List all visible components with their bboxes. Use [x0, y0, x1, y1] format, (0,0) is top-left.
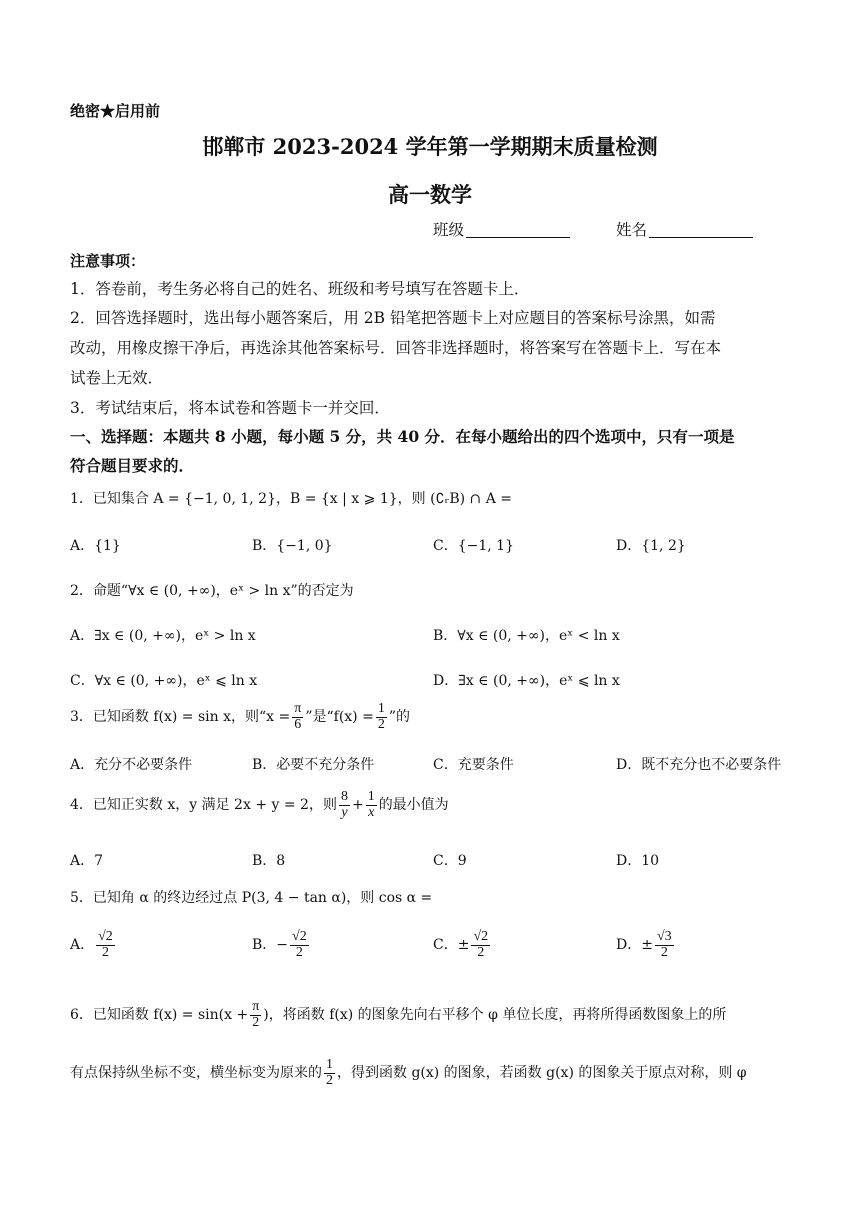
question-3-option-a: A．充分不必要条件	[70, 757, 193, 773]
q5-a-den: 2	[101, 944, 109, 960]
question-4-stem	[70, 790, 449, 820]
fraction-sqrt2-over-2	[96, 930, 115, 960]
q4-frac1-den: y	[341, 804, 348, 820]
notice-item-3: 3．考试结束后，将本试卷和答题卡一并交回．	[70, 399, 390, 417]
q5-c-label: C．±	[433, 937, 470, 954]
q5-b-num: √2	[292, 929, 307, 944]
question-5-stem: 5．已知角 α 的终边经过点 P(3, 4 − tan α)，则 cos α =	[70, 890, 433, 906]
fraction-pi-over-6	[292, 702, 303, 732]
question-3-stem	[70, 702, 410, 732]
question-3-option-b: B．必要不充分条件	[252, 757, 375, 773]
fraction-pi-over-2	[250, 1000, 261, 1030]
q6-frac-num: π	[252, 999, 260, 1014]
q5-c-den: 2	[477, 944, 485, 960]
q3-frac1-num: π	[294, 701, 302, 716]
q6-text-2: )，将函数 f(x) 的图象先向右平移个 φ 单位长度，再将所得函数图象上的所	[263, 1007, 727, 1024]
q5-b-den: 2	[295, 944, 303, 960]
question-2-stem: 2．命题“∀x ∈ (0, +∞)，eˣ > ln x”的否定为	[70, 583, 354, 599]
fraction-1-over-x	[366, 790, 377, 820]
q5-b-label: B．−	[252, 937, 289, 954]
question-4-option-b: B．8	[252, 853, 286, 869]
q3-text-1: 3．已知函数 f(x) = sin x，则“x =	[70, 709, 291, 726]
q5-d-den: 2	[660, 944, 668, 960]
question-4-option-a: A．7	[70, 853, 104, 869]
subject-title: 高一数学	[388, 182, 472, 207]
q6-frac2-num: 1	[326, 1057, 333, 1072]
name-label: 姓名	[616, 221, 648, 239]
q4-plus: +	[351, 797, 364, 814]
q3-frac1-den: 6	[294, 716, 302, 732]
class-field	[433, 218, 570, 240]
q5-c-num: √2	[473, 929, 489, 944]
question-3-option-d: D．既不充分也不必要条件	[616, 757, 782, 773]
q4-text-2: 的最小值为	[378, 797, 449, 814]
q4-frac1-num: 8	[340, 789, 348, 804]
secret-label: 绝密★启用前	[70, 102, 161, 120]
question-2-option-b: B．∀x ∈ (0, +∞)，eˣ < ln x	[433, 628, 620, 644]
question-5-option-d	[616, 930, 676, 960]
question-2-option-a: A．∃x ∈ (0, +∞)，eˣ > ln x	[70, 628, 256, 644]
q6-text-1: 6．已知函数 f(x) = sin(x +	[70, 1007, 249, 1024]
notice-heading: 注意事项：	[70, 252, 146, 270]
fraction-sqrt3-over-2	[655, 930, 674, 960]
class-label: 班级	[433, 221, 465, 239]
notice-item-2-line-1: 2．回答选择题时，选出每小题答案后，用 2B 铅笔把答题卡上对应题目的答案标号涂黑，如需	[70, 309, 716, 327]
q5-a-label: A．	[70, 937, 95, 954]
name-blank	[649, 221, 753, 238]
question-5-option-c	[433, 930, 492, 960]
notice-item-2-line-3: 试卷上无效．	[70, 369, 164, 387]
question-2-option-d: D．∃x ∈ (0, +∞)，eˣ ⩽ ln x	[433, 673, 620, 689]
q4-frac2-den: x	[368, 804, 375, 820]
notice-item-1: 1．答卷前，考生务必将自己的姓名、班级和考号填写在答题卡上．	[70, 280, 530, 298]
question-5-option-b	[252, 930, 311, 960]
fraction-one-half	[324, 1058, 335, 1088]
question-4-option-c: C．9	[433, 853, 467, 869]
q6-frac2-den: 2	[326, 1072, 333, 1088]
question-1-stem: 1．已知集合 A = {−1, 0, 1, 2}，B = {x | x ⩾ 1}，则 (∁ᵣB) ∩ A =	[70, 491, 513, 507]
q5-a-num: √2	[98, 929, 113, 944]
q4-frac2-num: 1	[367, 789, 375, 804]
q3-text-2: ”是“f(x) =	[305, 709, 374, 726]
class-blank	[466, 221, 570, 238]
fraction-sqrt2-over-2	[290, 930, 309, 960]
q5-d-label: D．±	[616, 937, 653, 954]
q3-frac2-num: 1	[377, 701, 385, 716]
notice-item-2-line-2: 改动，用橡皮擦干净后，再选涂其他答案标号．回答非选择题时，将答案写在答题卡上．写在本	[70, 339, 722, 357]
q3-frac2-den: 2	[377, 716, 385, 732]
section-1-heading-line-1: 一、选择题：本题共 8 小题，每小题 5 分，共 40 分．在每小题给出的四个选项中，只有一项是	[70, 427, 735, 446]
q5-d-num: √3	[656, 929, 672, 944]
fraction-8-over-y	[339, 790, 350, 820]
fraction-sqrt2-over-2	[471, 930, 490, 960]
section-1-heading-line-2: 符合题目要求的．	[70, 456, 195, 475]
fraction-one-half	[376, 702, 387, 732]
question-4-option-d: D．10	[616, 853, 660, 869]
q6-text-3: 有点保持纵坐标不变，横坐标变为原来的	[70, 1065, 322, 1082]
question-6-line-2	[70, 1058, 747, 1088]
q6-text-4: ，得到函数 g(x) 的图象，若函数 g(x) 的图象关于原点对称，则 φ	[337, 1065, 747, 1082]
question-3-option-c: C．充要条件	[433, 757, 514, 773]
q4-text-1: 4．已知正实数 x，y 满足 2x + y = 2，则	[70, 797, 337, 814]
question-6-line-1	[70, 1000, 726, 1030]
question-1-option-a: A．{1}	[70, 538, 121, 554]
q3-text-3: ”的	[388, 709, 410, 726]
question-5-option-a	[70, 930, 117, 960]
question-1-option-c: C．{−1, 1}	[433, 538, 514, 554]
name-field	[616, 218, 753, 240]
question-1-option-d: D．{1, 2}	[616, 538, 686, 554]
question-1-option-b: B．{−1, 0}	[252, 538, 333, 554]
q6-frac-den: 2	[252, 1014, 260, 1030]
exam-title: 邯郸市 2023-2024 学年第一学期期末质量检测	[202, 134, 658, 159]
question-2-option-c: C．∀x ∈ (0, +∞)，eˣ ⩽ ln x	[70, 673, 258, 689]
